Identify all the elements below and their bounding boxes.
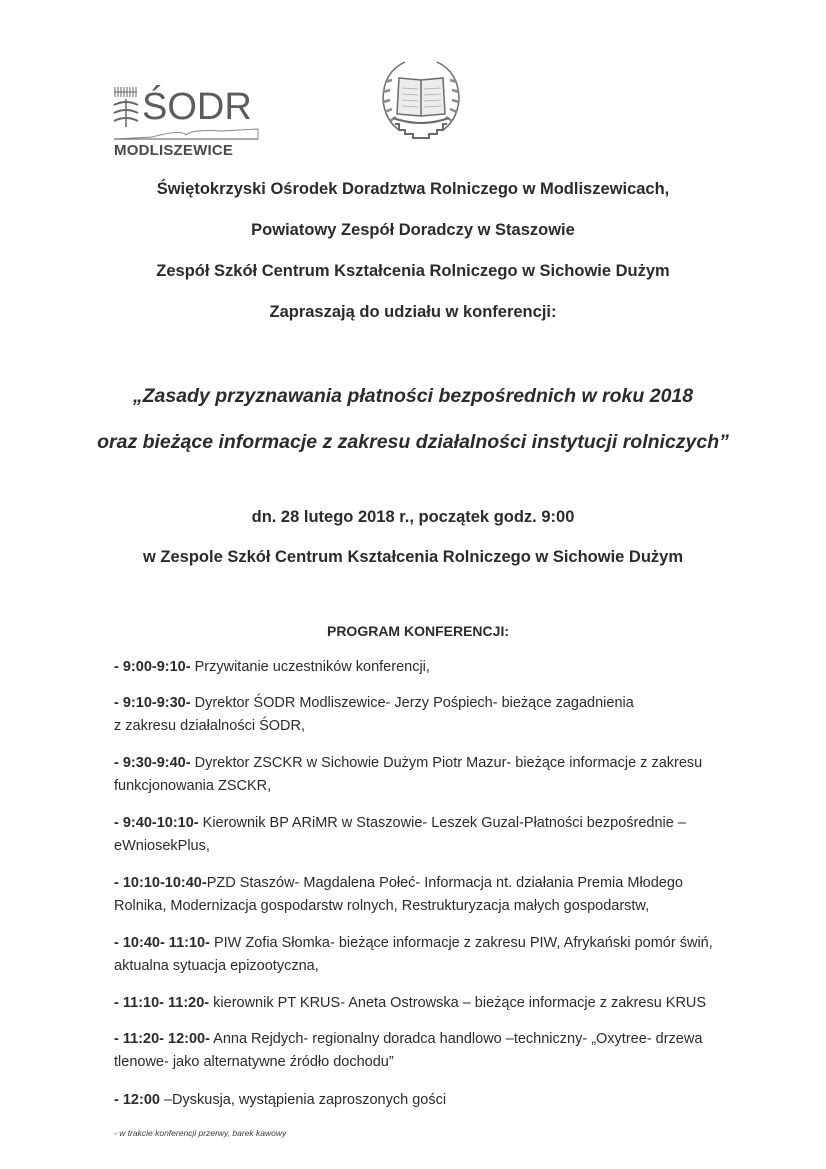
program-item	[114, 812, 754, 858]
program-item-text: PIW Zofia Słomka- bieżące informacje z zakresu PIW, Afrykański pomór świń,	[213, 935, 713, 951]
program-item-time: - 11:10- 11:20-	[114, 995, 210, 1011]
program-item-time: - 12:00	[114, 1092, 160, 1108]
program-item-time: - 11:20- 12:00-	[114, 1031, 210, 1047]
program-item	[114, 692, 754, 738]
date-line: dn. 28 lutego 2018 r., początek godz. 9:00	[251, 508, 575, 526]
logo-name: ŚODR	[142, 86, 252, 128]
program-item-text: PZD Staszów- Magdalena Połeć- Informacja nt. działania Premia Młodego	[206, 875, 683, 891]
program-item-text: funkcjonowania ZSCKR,	[114, 778, 272, 794]
book-wreath-gear-emblem-icon	[375, 58, 467, 142]
program-heading: PROGRAM KONFERENCJI:	[326, 623, 509, 639]
organizer-line: Powiatowy Zespół Doradczy w Staszowie	[251, 221, 575, 239]
program-item-time: - 10:10-10:40-	[114, 875, 207, 891]
program-item-text: Dyrektor ŚODR Modliszewice- Jerzy Pośpiech- bieżące zagadnienia	[194, 695, 634, 711]
sodr-logo	[112, 85, 262, 163]
program-item-text: –Dyskusja, wystąpienia zaproszonych gości	[163, 1092, 447, 1108]
program-item	[114, 1089, 754, 1112]
program-item	[114, 872, 754, 918]
program-item-text: tlenowe- jako alternatywne źródło dochodu”	[114, 1054, 394, 1070]
program-item-text: Rolnika, Modernizacja gospodarstw rolnych, Restrukturyzacja małych gospodarstw,	[114, 898, 650, 914]
program-item-time: - 9:40-10:10-	[114, 815, 199, 831]
organizer-line: Zespół Szkół Centrum Kształcenia Rolniczego w Sichowie Dużym	[156, 262, 670, 280]
logo-book-line-icon	[112, 127, 260, 141]
program-item-text: eWniosekPlus,	[114, 838, 210, 854]
program-item-text: Anna Rejdych- regionalny doradca handlowo –techniczny- „Oxytree- drzewa	[213, 1031, 703, 1047]
program-item	[114, 1028, 754, 1074]
invitation-line: Zapraszają do udziału w konferencji:	[269, 303, 557, 321]
program-item-text: z zakresu działalności ŚODR,	[114, 718, 305, 734]
venue-line: w Zespole Szkół Centrum Kształcenia Rolniczego w Sichowie Dużym	[142, 548, 684, 566]
program-item-text: Kierownik BP ARiMR w Staszowie- Leszek Guzal-Płatności bezpośrednie –	[202, 815, 686, 831]
program-item	[114, 656, 754, 679]
conference-title-line: oraz bieżące informacje z zakresu działalności instytucji rolniczych”	[97, 431, 729, 453]
program-item-text: aktualna sytuacja epizootyczna,	[114, 958, 319, 974]
program-item-text: Przywitanie uczestników konferencji,	[194, 659, 430, 675]
organizer-line: Świętokrzyski Ośrodek Doradztwa Rolniczego w Modliszewicach,	[156, 180, 670, 198]
logo-city: MODLISZEWICE	[114, 142, 234, 159]
program-item-time: - 10:40- 11:10-	[114, 935, 210, 951]
program-item	[114, 932, 754, 978]
program-item-time: - 9:30-9:40-	[114, 755, 191, 771]
program-item	[114, 752, 754, 798]
program-item-time: - 9:00-9:10-	[114, 659, 191, 675]
footnote: - w trakcie konferencji przerwy, barek kawowy	[114, 1128, 287, 1138]
program-item-time: - 9:10-9:30-	[114, 695, 191, 711]
program-item-text: Dyrektor ZSCKR w Sichowie Dużym Piotr Mazur- bieżące informacje z zakresu	[194, 755, 703, 771]
conference-title-line: „Zasady przyznawania płatności bezpośrednich w roku 2018	[132, 385, 694, 407]
program-item	[114, 992, 754, 1015]
program-item-text: kierownik PT KRUS- Aneta Ostrowska – bieżące informacje z zakresu KRUS	[213, 995, 707, 1011]
